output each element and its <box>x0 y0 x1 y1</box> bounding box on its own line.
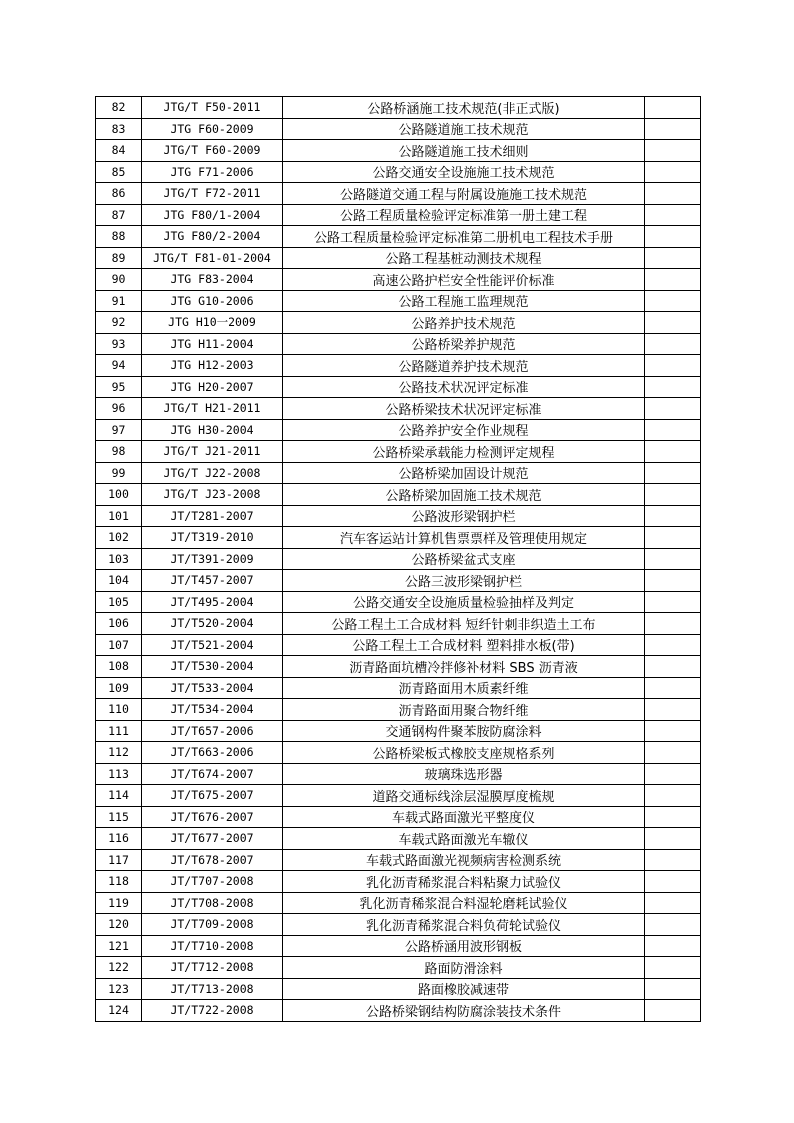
table-row <box>96 312 701 334</box>
table-row <box>96 806 701 828</box>
standard-name-cell: 沥青路面用聚合物纤维 <box>283 699 645 721</box>
note-cell <box>645 269 701 291</box>
table-row <box>96 677 701 699</box>
standard-code-cell: JTG F60-2009 <box>142 118 283 140</box>
standard-name-cell: 公路工程土工合成材料 塑料排水板(带) <box>283 634 645 656</box>
note-cell <box>645 699 701 721</box>
standard-name-cell: 道路交通标线涂层湿膜厚度梳规 <box>283 785 645 807</box>
standard-code-cell: JTG/T H21-2011 <box>142 398 283 420</box>
note-cell <box>645 634 701 656</box>
row-number-cell: 99 <box>96 462 142 484</box>
table-row <box>96 978 701 1000</box>
row-number-cell: 109 <box>96 677 142 699</box>
row-number-cell: 98 <box>96 441 142 463</box>
standard-name-cell: 公路工程施工监理规范 <box>283 290 645 312</box>
row-number-cell: 94 <box>96 355 142 377</box>
table-row <box>96 527 701 549</box>
table-row <box>96 957 701 979</box>
table-row <box>96 935 701 957</box>
standard-code-cell: JT/T712-2008 <box>142 957 283 979</box>
note-cell <box>645 828 701 850</box>
table-row <box>96 699 701 721</box>
row-number-cell: 85 <box>96 161 142 183</box>
note-cell <box>645 935 701 957</box>
standard-name-cell: 车载式路面激光视频病害检测系统 <box>283 849 645 871</box>
standard-code-cell: JTG F80/2-2004 <box>142 226 283 248</box>
standard-name-cell: 沥青路面用木质素纤维 <box>283 677 645 699</box>
table-row <box>96 419 701 441</box>
standard-code-cell: JTG/T F72-2011 <box>142 183 283 205</box>
note-cell <box>645 656 701 678</box>
table-row <box>96 462 701 484</box>
standard-code-cell: JT/T713-2008 <box>142 978 283 1000</box>
standard-code-cell: JT/T530-2004 <box>142 656 283 678</box>
standard-code-cell: JTG/T J22-2008 <box>142 462 283 484</box>
row-number-cell: 114 <box>96 785 142 807</box>
note-cell <box>645 97 701 119</box>
standard-name-cell: 公路隧道养护技术规范 <box>283 355 645 377</box>
standard-code-cell: JT/T533-2004 <box>142 677 283 699</box>
note-cell <box>645 591 701 613</box>
row-number-cell: 103 <box>96 548 142 570</box>
table-row <box>96 505 701 527</box>
standard-name-cell: 公路桥梁钢结构防腐涂装技术条件 <box>283 1000 645 1022</box>
standard-name-cell: 乳化沥青稀浆混合料湿轮磨耗试验仪 <box>283 892 645 914</box>
row-number-cell: 86 <box>96 183 142 205</box>
row-number-cell: 87 <box>96 204 142 226</box>
table-row <box>96 247 701 269</box>
standard-code-cell: JT/T319-2010 <box>142 527 283 549</box>
standard-name-cell: 沥青路面坑槽冷拌修补材料 SBS 沥青液 <box>283 656 645 678</box>
table-row <box>96 591 701 613</box>
standard-name-cell: 公路养护技术规范 <box>283 312 645 334</box>
note-cell <box>645 806 701 828</box>
standard-code-cell: JT/T495-2004 <box>142 591 283 613</box>
note-cell <box>645 183 701 205</box>
note-cell <box>645 742 701 764</box>
note-cell <box>645 763 701 785</box>
standard-code-cell: JTG/T F50-2011 <box>142 97 283 119</box>
table-row <box>96 828 701 850</box>
note-cell <box>645 892 701 914</box>
standard-code-cell: JTG/T J23-2008 <box>142 484 283 506</box>
standard-name-cell: 公路桥涵施工技术规范(非正式版) <box>283 97 645 119</box>
table-row <box>96 720 701 742</box>
row-number-cell: 93 <box>96 333 142 355</box>
standard-code-cell: JT/T534-2004 <box>142 699 283 721</box>
standard-code-cell: JT/T663-2006 <box>142 742 283 764</box>
table-row <box>96 634 701 656</box>
note-cell <box>645 613 701 635</box>
table-row <box>96 183 701 205</box>
note-cell <box>645 247 701 269</box>
standard-name-cell: 公路桥梁盆式支座 <box>283 548 645 570</box>
note-cell <box>645 398 701 420</box>
standard-name-cell: 公路桥梁板式橡胶支座规格系列 <box>283 742 645 764</box>
standard-code-cell: JTG H11-2004 <box>142 333 283 355</box>
standard-code-cell: JT/T521-2004 <box>142 634 283 656</box>
row-number-cell: 108 <box>96 656 142 678</box>
standard-code-cell: JT/T709-2008 <box>142 914 283 936</box>
row-number-cell: 83 <box>96 118 142 140</box>
row-number-cell: 104 <box>96 570 142 592</box>
standard-code-cell: JT/T657-2006 <box>142 720 283 742</box>
standard-name-cell: 路面橡胶减速带 <box>283 978 645 1000</box>
note-cell <box>645 548 701 570</box>
row-number-cell: 111 <box>96 720 142 742</box>
row-number-cell: 96 <box>96 398 142 420</box>
standard-name-cell: 公路桥梁养护规范 <box>283 333 645 355</box>
note-cell <box>645 484 701 506</box>
standard-name-cell: 公路养护安全作业规程 <box>283 419 645 441</box>
table-row <box>96 914 701 936</box>
standard-code-cell: JT/T281-2007 <box>142 505 283 527</box>
standard-name-cell: 公路桥涵用波形钢板 <box>283 935 645 957</box>
standard-name-cell: 公路桥梁加固施工技术规范 <box>283 484 645 506</box>
table-row <box>96 204 701 226</box>
table-row <box>96 785 701 807</box>
table-row <box>96 849 701 871</box>
table-row <box>96 484 701 506</box>
standard-name-cell: 公路工程土工合成材料 短纤针刺非织造土工布 <box>283 613 645 635</box>
standard-code-cell: JT/T675-2007 <box>142 785 283 807</box>
table-row <box>96 269 701 291</box>
row-number-cell: 105 <box>96 591 142 613</box>
note-cell <box>645 462 701 484</box>
row-number-cell: 113 <box>96 763 142 785</box>
table-row <box>96 355 701 377</box>
row-number-cell: 82 <box>96 97 142 119</box>
table-row <box>96 441 701 463</box>
standard-code-cell: JT/T710-2008 <box>142 935 283 957</box>
table-row <box>96 613 701 635</box>
standard-name-cell: 汽车客运站计算机售票票样及管理使用规定 <box>283 527 645 549</box>
standard-code-cell: JT/T391-2009 <box>142 548 283 570</box>
standard-name-cell: 公路隧道交通工程与附属设施施工技术规范 <box>283 183 645 205</box>
table-row <box>96 226 701 248</box>
standards-table <box>95 96 701 1022</box>
note-cell <box>645 204 701 226</box>
note-cell <box>645 419 701 441</box>
row-number-cell: 118 <box>96 871 142 893</box>
standard-code-cell: JTG H12-2003 <box>142 355 283 377</box>
row-number-cell: 106 <box>96 613 142 635</box>
row-number-cell: 84 <box>96 140 142 162</box>
standard-code-cell: JT/T457-2007 <box>142 570 283 592</box>
table-row <box>96 290 701 312</box>
standard-code-cell: JTG F83-2004 <box>142 269 283 291</box>
row-number-cell: 97 <box>96 419 142 441</box>
table-row <box>96 763 701 785</box>
row-number-cell: 122 <box>96 957 142 979</box>
note-cell <box>645 914 701 936</box>
standard-name-cell: 公路隧道施工技术细则 <box>283 140 645 162</box>
standard-name-cell: 车载式路面激光车辙仪 <box>283 828 645 850</box>
table-row <box>96 118 701 140</box>
table-row <box>96 656 701 678</box>
table-row <box>96 161 701 183</box>
note-cell <box>645 1000 701 1022</box>
standard-code-cell: JT/T676-2007 <box>142 806 283 828</box>
note-cell <box>645 978 701 1000</box>
standard-name-cell: 公路交通安全设施施工技术规范 <box>283 161 645 183</box>
row-number-cell: 115 <box>96 806 142 828</box>
note-cell <box>645 290 701 312</box>
row-number-cell: 110 <box>96 699 142 721</box>
note-cell <box>645 333 701 355</box>
standard-name-cell: 公路桥梁加固设计规范 <box>283 462 645 484</box>
standard-code-cell: JT/T722-2008 <box>142 1000 283 1022</box>
standard-code-cell: JTG/T F60-2009 <box>142 140 283 162</box>
standard-code-cell: JT/T520-2004 <box>142 613 283 635</box>
note-cell <box>645 505 701 527</box>
note-cell <box>645 118 701 140</box>
standard-name-cell: 乳化沥青稀浆混合料粘聚力试验仪 <box>283 871 645 893</box>
standard-code-cell: JT/T677-2007 <box>142 828 283 850</box>
row-number-cell: 119 <box>96 892 142 914</box>
standard-name-cell: 路面防滑涂料 <box>283 957 645 979</box>
standard-code-cell: JT/T708-2008 <box>142 892 283 914</box>
standard-name-cell: 高速公路护栏安全性能评价标准 <box>283 269 645 291</box>
row-number-cell: 123 <box>96 978 142 1000</box>
standard-name-cell: 公路工程质量检验评定标准第二册机电工程技术手册 <box>283 226 645 248</box>
row-number-cell: 95 <box>96 376 142 398</box>
row-number-cell: 121 <box>96 935 142 957</box>
row-number-cell: 112 <box>96 742 142 764</box>
note-cell <box>645 140 701 162</box>
row-number-cell: 89 <box>96 247 142 269</box>
row-number-cell: 100 <box>96 484 142 506</box>
table-row <box>96 871 701 893</box>
row-number-cell: 117 <box>96 849 142 871</box>
row-number-cell: 102 <box>96 527 142 549</box>
table-row <box>96 1000 701 1022</box>
table-row <box>96 333 701 355</box>
standard-name-cell: 乳化沥青稀浆混合料负荷轮试验仪 <box>283 914 645 936</box>
standard-code-cell: JTG H10一2009 <box>142 312 283 334</box>
standard-name-cell: 公路波形梁钢护栏 <box>283 505 645 527</box>
note-cell <box>645 161 701 183</box>
row-number-cell: 92 <box>96 312 142 334</box>
standard-name-cell: 交通钢构件聚苯胺防腐涂料 <box>283 720 645 742</box>
standard-name-cell: 公路工程质量检验评定标准第一册土建工程 <box>283 204 645 226</box>
row-number-cell: 90 <box>96 269 142 291</box>
note-cell <box>645 226 701 248</box>
standard-code-cell: JT/T678-2007 <box>142 849 283 871</box>
standards-table-body <box>96 97 701 1022</box>
standard-name-cell: 公路隧道施工技术规范 <box>283 118 645 140</box>
table-row <box>96 892 701 914</box>
standard-code-cell: JT/T674-2007 <box>142 763 283 785</box>
standard-name-cell: 公路交通安全设施质量检验抽样及判定 <box>283 591 645 613</box>
standard-code-cell: JT/T707-2008 <box>142 871 283 893</box>
table-row <box>96 376 701 398</box>
note-cell <box>645 376 701 398</box>
row-number-cell: 124 <box>96 1000 142 1022</box>
row-number-cell: 101 <box>96 505 142 527</box>
note-cell <box>645 785 701 807</box>
standard-name-cell: 车载式路面激光平整度仪 <box>283 806 645 828</box>
table-row <box>96 97 701 119</box>
note-cell <box>645 355 701 377</box>
table-row <box>96 398 701 420</box>
standard-name-cell: 公路桥梁技术状况评定标准 <box>283 398 645 420</box>
row-number-cell: 88 <box>96 226 142 248</box>
row-number-cell: 107 <box>96 634 142 656</box>
standard-code-cell: JTG F71-2006 <box>142 161 283 183</box>
row-number-cell: 120 <box>96 914 142 936</box>
note-cell <box>645 957 701 979</box>
standard-name-cell: 公路三波形梁钢护栏 <box>283 570 645 592</box>
standard-code-cell: JTG/T F81-01-2004 <box>142 247 283 269</box>
table-row <box>96 570 701 592</box>
standard-name-cell: 公路桥梁承载能力检测评定规程 <box>283 441 645 463</box>
standard-code-cell: JTG G10-2006 <box>142 290 283 312</box>
note-cell <box>645 527 701 549</box>
note-cell <box>645 312 701 334</box>
row-number-cell: 116 <box>96 828 142 850</box>
standard-code-cell: JTG/T J21-2011 <box>142 441 283 463</box>
note-cell <box>645 849 701 871</box>
note-cell <box>645 677 701 699</box>
standard-name-cell: 公路工程基桩动测技术规程 <box>283 247 645 269</box>
table-row <box>96 548 701 570</box>
standard-name-cell: 公路技术状况评定标准 <box>283 376 645 398</box>
standard-name-cell: 玻璃珠选形器 <box>283 763 645 785</box>
table-row <box>96 140 701 162</box>
note-cell <box>645 720 701 742</box>
standard-code-cell: JTG H30-2004 <box>142 419 283 441</box>
note-cell <box>645 441 701 463</box>
row-number-cell: 91 <box>96 290 142 312</box>
standard-code-cell: JTG H20-2007 <box>142 376 283 398</box>
note-cell <box>645 871 701 893</box>
note-cell <box>645 570 701 592</box>
standard-code-cell: JTG F80/1-2004 <box>142 204 283 226</box>
table-row <box>96 742 701 764</box>
